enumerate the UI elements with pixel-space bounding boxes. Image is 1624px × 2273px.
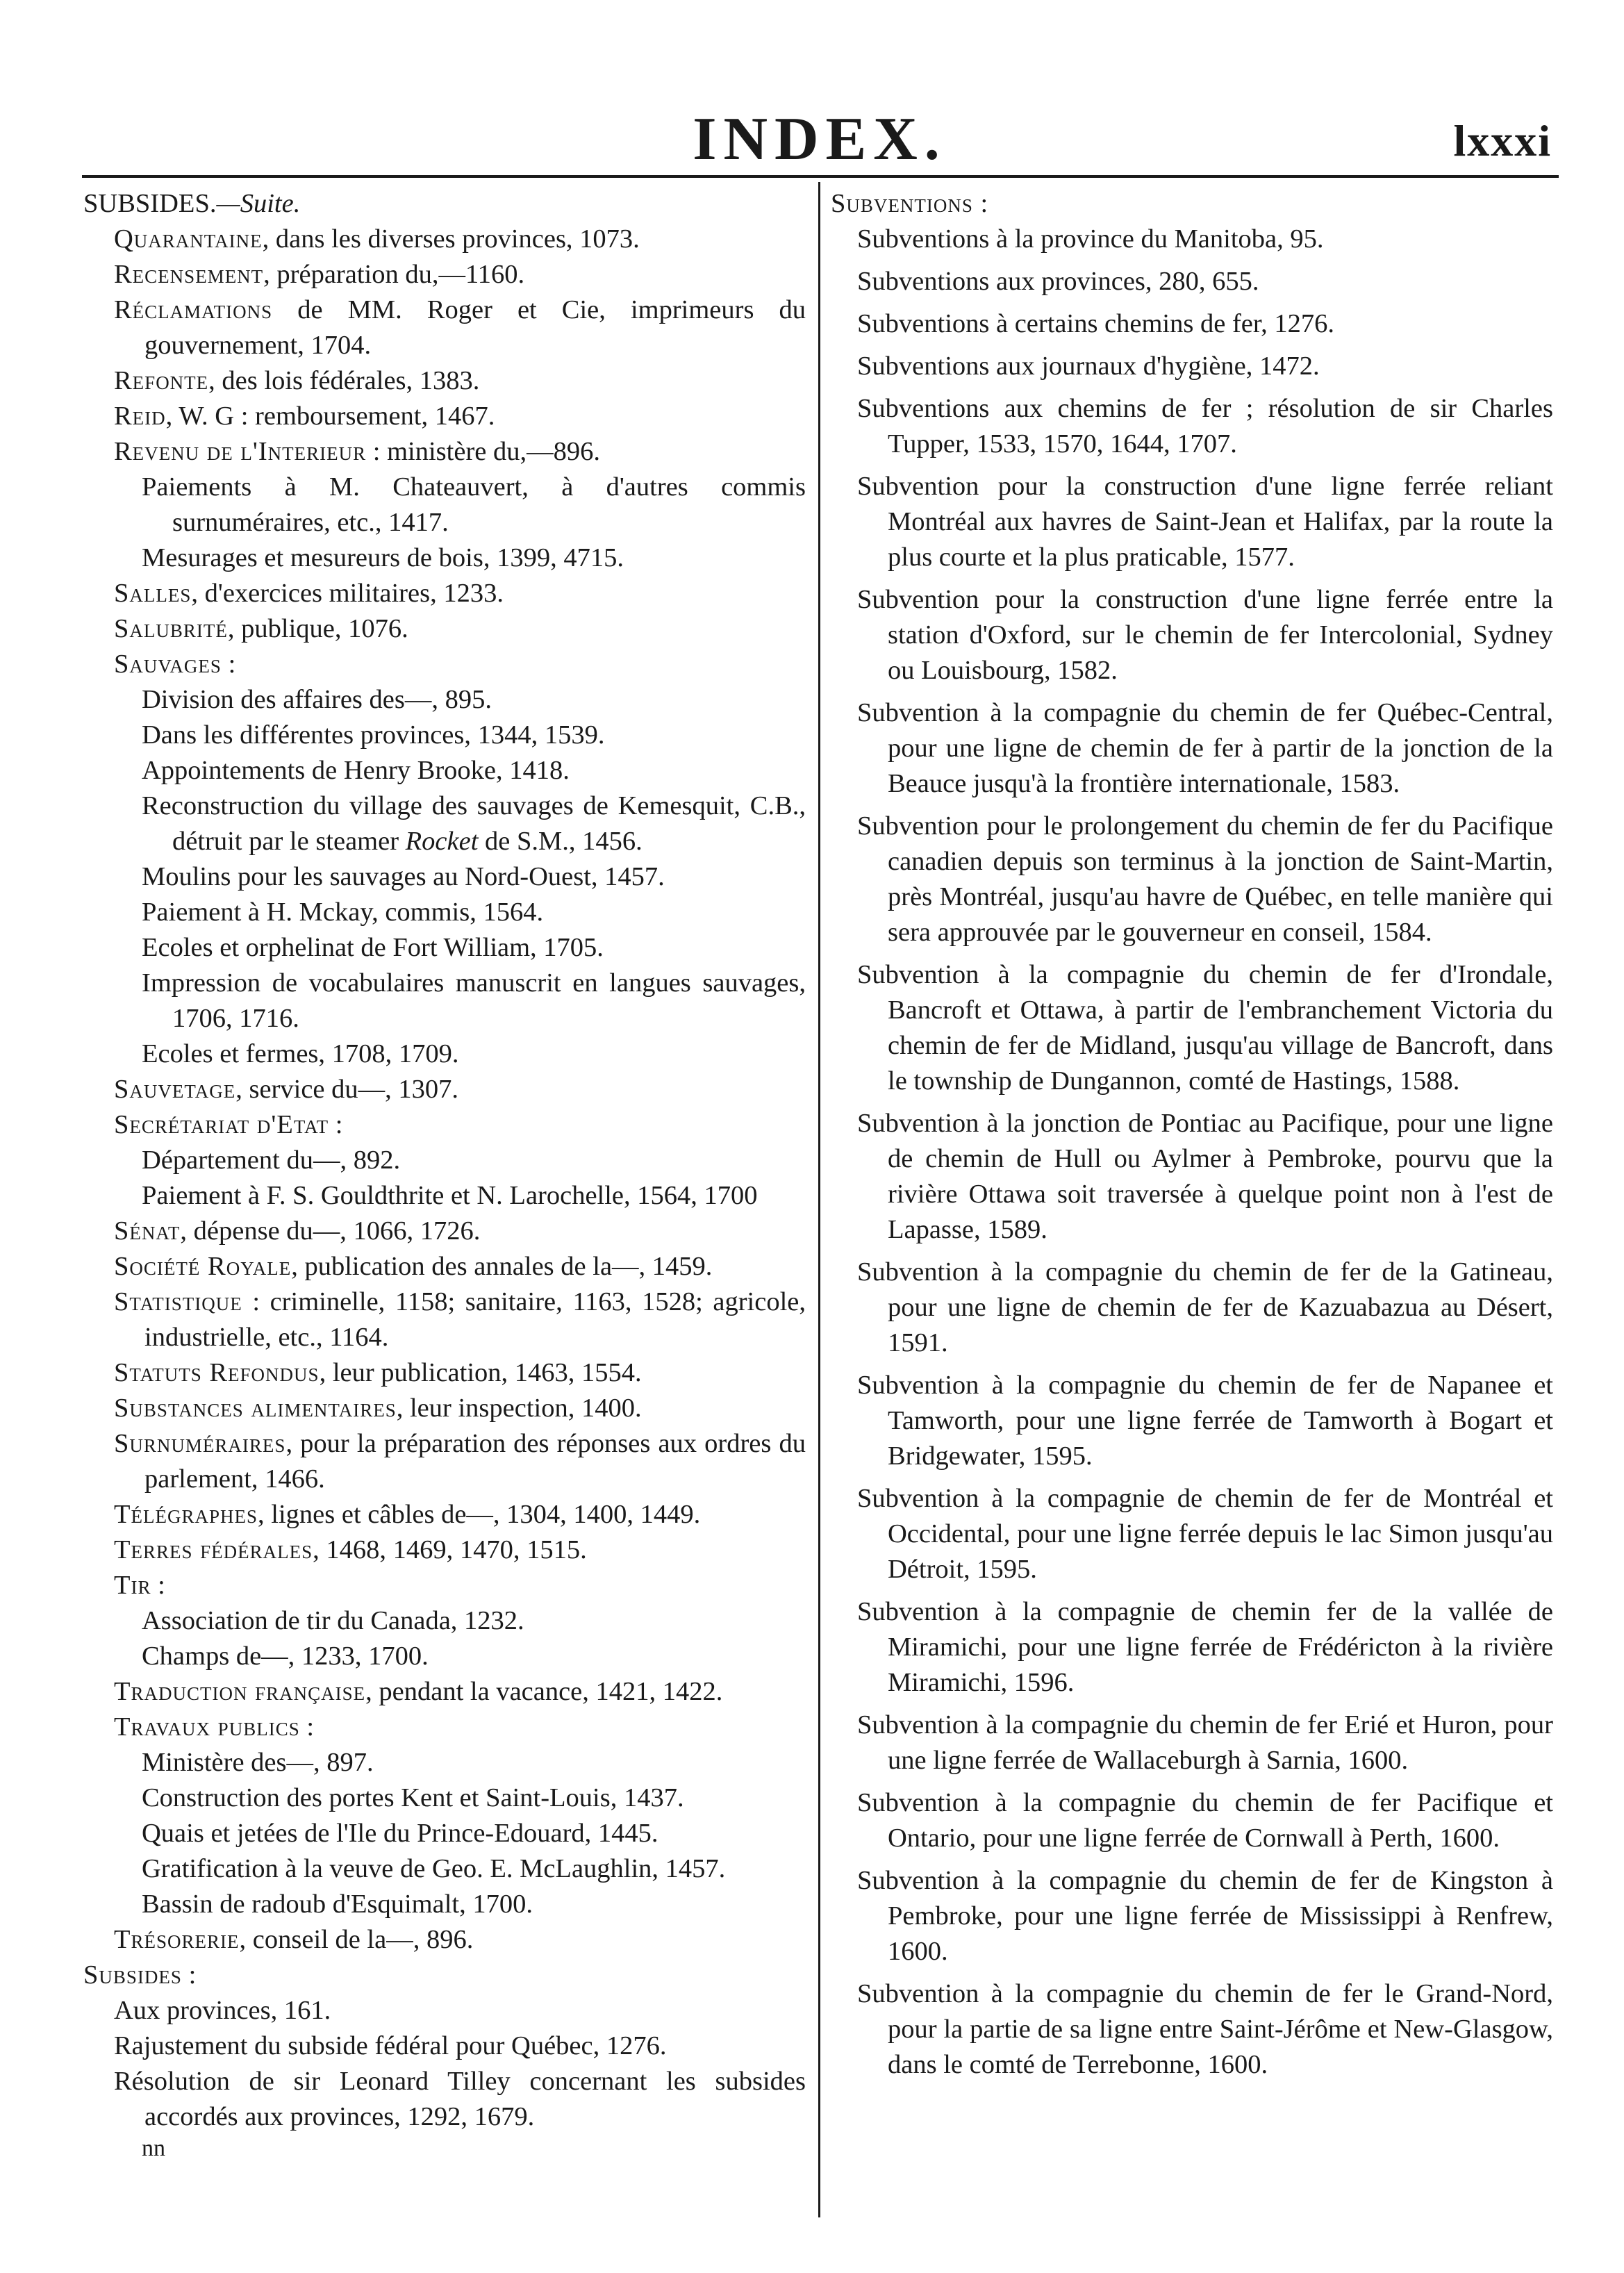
index-entry [83, 1745, 806, 1780]
index-term: Sauvetage [114, 1075, 236, 1104]
index-text: Reconstruction du village des sauvages de Kemesquit, C.B., détruit par le steamer [142, 791, 806, 856]
index-text: , préparation du,—1160. [263, 260, 525, 289]
subvention-entry: Subvention à la compagnie du chemin de fer Erié et Huron, pour une ligne ferrée de Wallaceburgh à Sarnia, 1600. [857, 1710, 1553, 1775]
subvention-entry: Subventions aux provinces, 280, 655. [857, 267, 1259, 296]
index-entry [83, 753, 806, 788]
index-text: , dans les diverses provinces, 1073. [262, 224, 640, 254]
index-entry [83, 859, 806, 895]
index-entry [83, 895, 806, 930]
index-text: Paiements à M. Chateauvert, à d'autres commis surnuméraires, etc., 1417. [142, 472, 806, 537]
index-entry [83, 1214, 806, 1249]
index-entry [83, 399, 806, 434]
index-entry [83, 1993, 806, 2028]
index-entry [83, 1036, 806, 1072]
index-entry [83, 1780, 806, 1816]
index-entry [83, 1107, 806, 1143]
index-entry [83, 1178, 806, 1214]
index-entry [83, 434, 806, 470]
index-entry [83, 257, 806, 292]
index-text: , 1468, 1469, 1470, 1515. [313, 1535, 587, 1564]
index-entry [83, 682, 806, 718]
index-text-tail: de S.M., 1456. [478, 827, 643, 856]
right-column [831, 186, 1553, 2090]
heading-suite: —Suite. [216, 189, 301, 218]
index-text: : [181, 1960, 197, 1990]
index-entry [83, 1887, 806, 1922]
index-text: Association de tir du Canada, 1232. [142, 1606, 524, 1635]
subvention-entry: Subvention à la compagnie de chemin fer de la vallée de Miramichi, pour une ligne ferrée de Frédéricton à la rivière Miramichi, 1596. [857, 1597, 1553, 1697]
subvention-entry: Subvention à la compagnie du chemin de fer le Grand-Nord, pour la partie de sa ligne entre Saint-Jérôme et New-Glasgow, dans le comté de Terrebonne, 1600. [857, 1979, 1553, 2079]
index-term: Terres fédérales [114, 1535, 313, 1564]
signature-mark: nn [142, 2135, 165, 2161]
subvention-entry: Subvention à la compagnie du chemin de fer Pacifique et Ontario, pour une ligne ferrée de Cornwall à Perth, 1600. [857, 1788, 1553, 1853]
index-term: Subsides [83, 1960, 182, 1990]
index-entry [83, 1710, 806, 1745]
index-term: Sauvages [114, 650, 222, 679]
index-entry [83, 718, 806, 753]
index-entry [83, 222, 806, 257]
index-text: Appointements de Henry Brooke, 1418. [142, 756, 570, 785]
index-entry [83, 1355, 806, 1391]
index-text: Ecoles et orphelinat de Fort William, 1705. [142, 933, 604, 962]
index-term: Société Royale [114, 1252, 292, 1281]
index-text: Construction des portes Kent et Saint-Louis, 1437. [142, 1783, 684, 1812]
index-text: : [151, 1571, 165, 1600]
right-entry-list [831, 222, 1553, 2083]
index-text: : [329, 1110, 343, 1139]
index-text: Bassin de radoub d'Esquimalt, 1700. [142, 1890, 533, 1919]
index-text: , publique, 1076. [227, 614, 408, 643]
index-text: : ministère du,—896. [366, 437, 600, 466]
subvention-entry: Subvention à la jonction de Pontiac au Pacifique, pour une ligne de chemin de Hull ou Aylmer à Pembroke, pourvu que la rivière Ottawa soit traversée à quelque point non à l'est de Lapasse, 1589. [857, 1109, 1553, 1244]
subvention-entry: Subvention pour la construction d'une ligne ferrée entre la station d'Oxford, sur le chemin de fer Intercolonial, Sydney ou Louisbourg, 1582. [857, 585, 1553, 685]
index-text: Ministère des—, 897. [142, 1748, 374, 1777]
index-entry [83, 2064, 806, 2135]
index-entry [83, 1249, 806, 1284]
index-entry [83, 1532, 806, 1568]
subvention-entry: Subvention à la compagnie de chemin de fer de Montréal et Occidental, pour une ligne ferrée depuis le lac Simon jusqu'au Détroit, 1595. [857, 1484, 1553, 1584]
subvention-entry: Subventions à certains chemins de fer, 1276. [857, 309, 1335, 338]
index-term: Secrétariat d'Etat [114, 1110, 329, 1139]
index-text: , pendant la vacance, 1421, 1422. [365, 1677, 723, 1706]
index-term: Reid [114, 402, 166, 431]
index-term: Surnuméraires [114, 1429, 286, 1458]
index-text: , service du—, 1307. [235, 1075, 458, 1104]
index-text: , leur inspection, 1400. [396, 1394, 642, 1423]
subvention-entry: Subventions aux journaux d'hygiène, 1472. [857, 352, 1320, 381]
index-text: , W. G : remboursement, 1467. [165, 402, 495, 431]
subvention-entry: Subvention à la compagnie du chemin de fer Québec-Central, pour une ligne de chemin de fer à partir de la jonction de la Beauce jusqu'à la frontière internationale, 1583. [857, 698, 1553, 798]
index-text: , conseil de la—, 896. [239, 1925, 474, 1954]
left-column-heading [83, 186, 806, 222]
index-entry [83, 1426, 806, 1497]
index-text: : [299, 1712, 315, 1742]
index-entry [83, 1391, 806, 1426]
index-text: , leur publication, 1463, 1554. [319, 1358, 642, 1387]
index-text: , d'exercices militaires, 1233. [191, 579, 504, 608]
index-entry [83, 1072, 806, 1107]
right-column-heading: Subventions : [831, 189, 989, 218]
index-text: , pour la préparation des réponses aux ordres du parlement, 1466. [144, 1429, 806, 1494]
index-entry [83, 1958, 806, 1993]
index-text: Aux provinces, 161. [114, 1996, 331, 2025]
index-term: Statistique [114, 1287, 242, 1316]
index-term: Trésorerie [114, 1925, 240, 1954]
index-term: Traduction française [114, 1677, 366, 1706]
subvention-entry: Subvention à la compagnie du chemin de fer de la Gatineau, pour une ligne de chemin de fer de Kazuabazua au Désert, 1591. [857, 1257, 1553, 1357]
index-term: Salles [114, 579, 192, 608]
index-text: : [221, 650, 236, 679]
index-entry [83, 470, 806, 540]
index-entry [83, 611, 806, 647]
index-text: Dans les différentes provinces, 1344, 1539. [142, 720, 605, 750]
subvention-entry: Subvention pour le prolongement du chemin de fer du Pacifique canadien depuis son terminus à la jonction de Saint-Martin, près Montréal, jusqu'au havre de Québec, en telle manière qui sera approuvée par le gouverneur en conseil, 1584. [857, 811, 1553, 947]
index-text: Champs de—, 1233, 1700. [142, 1642, 429, 1671]
index-term: Salubrité [114, 614, 228, 643]
page-title: INDEX. [693, 106, 947, 173]
index-text: Gratification à la veuve de Geo. E. McLaughlin, 1457. [142, 1854, 726, 1883]
index-entry [83, 1497, 806, 1532]
index-entry [83, 363, 806, 399]
index-term: Tir [114, 1571, 151, 1600]
index-entry [83, 1922, 806, 1958]
index-entry [83, 576, 806, 611]
index-text-italic: Rocket [405, 827, 479, 856]
index-entry [83, 1816, 806, 1851]
index-term: Statuts Refondus [114, 1358, 320, 1387]
index-entry [83, 1639, 806, 1674]
index-entry [83, 1851, 806, 1887]
index-term: Télégraphes [114, 1500, 258, 1529]
index-text: , des lois fédérales, 1383. [208, 366, 480, 395]
page-number: lxxxi [1453, 116, 1552, 165]
subvention-entry: Subventions à la province du Manitoba, 95. [857, 224, 1324, 254]
heading-main: SUBSIDES. [83, 189, 217, 218]
index-term: Quarantaine [114, 224, 263, 254]
index-text: Ecoles et fermes, 1708, 1709. [142, 1039, 459, 1068]
index-entry [83, 1674, 806, 1710]
index-entry [83, 2028, 806, 2064]
index-text: Impression de vocabulaires manuscrit en langues sauvages, 1706, 1716. [142, 968, 806, 1033]
index-text: Résolution de sir Leonard Tilley concernant les subsides accordés aux provinces, 1292, 1679. [114, 2067, 806, 2131]
index-text: Département du—, 892. [142, 1146, 401, 1175]
subvention-entry: Subvention pour la construction d'une ligne ferrée reliant Montréal aux havres de Saint-Jean et Halifax, par la route la plus courte et la plus praticable, 1577. [857, 472, 1553, 572]
index-text: Paiement à H. Mckay, commis, 1564. [142, 898, 544, 927]
index-text: , dépense du—, 1066, 1726. [180, 1216, 481, 1246]
index-entry [83, 966, 806, 1036]
index-text: Quais et jetées de l'Ile du Prince-Edouard, 1445. [142, 1819, 658, 1848]
left-column [83, 186, 806, 2163]
subvention-entry: Subventions aux chemins de fer ; résolution de sir Charles Tupper, 1533, 1570, 1644, 1707. [857, 394, 1553, 458]
column-divider [818, 182, 820, 2217]
page-header [83, 104, 1556, 181]
subvention-entry: Subvention à la compagnie du chemin de fer de Kingston à Pembroke, pour une ligne ferrée de Mississippi à Renfrew, 1600. [857, 1866, 1553, 1966]
left-entry-list [83, 222, 806, 2135]
index-entry [83, 540, 806, 576]
index-text: : criminelle, 1158; sanitaire, 1163, 1528; agricole, industrielle, etc., 1164. [144, 1287, 806, 1352]
index-text: , publication des annales de la—, 1459. [291, 1252, 713, 1281]
index-entry [83, 647, 806, 682]
index-text: Paiement à F. S. Gouldthrite et N. Larochelle, 1564, 1700 [142, 1181, 758, 1210]
index-term: Réclamations [114, 295, 273, 324]
index-term: Revenu de l'Interieur [114, 437, 367, 466]
index-term: Sénat [114, 1216, 181, 1246]
index-text: Mesurages et mesureurs de bois, 1399, 4715. [142, 543, 624, 572]
index-text: de MM. Roger et Cie, imprimeurs du gouvernement, 1704. [144, 295, 806, 360]
index-term: Substances alimentaires [114, 1394, 397, 1423]
index-term: Travaux publics [114, 1712, 300, 1742]
index-entry [83, 1143, 806, 1178]
index-entry [83, 1603, 806, 1639]
index-entry [83, 930, 806, 966]
index-text: , lignes et câbles de—, 1304, 1400, 1449. [258, 1500, 701, 1529]
subvention-entry: Subvention à la compagnie du chemin de fer d'Irondale, Bancroft et Ottawa, à partir de l'embranchement Victoria du chemin de fer de Midland, jusqu'au village de Bancroft, dans le township de Dungannon, comté de Hastings, 1588. [857, 960, 1553, 1096]
index-entry [83, 1568, 806, 1603]
index-text: Moulins pour les sauvages au Nord-Ouest, 1457. [142, 862, 665, 891]
index-entry [83, 292, 806, 363]
index-entry [83, 788, 806, 859]
index-text: Division des affaires des—, 895. [142, 685, 492, 714]
index-entry [83, 1284, 806, 1355]
index-text: Rajustement du subside fédéral pour Québec, 1276. [114, 2031, 667, 2060]
subvention-entry: Subvention à la compagnie du chemin de fer de Napanee et Tamworth, pour une ligne ferrée de Tamworth à Bogart et Bridgewater, 1595. [857, 1371, 1553, 1471]
header-rule [82, 175, 1559, 178]
index-term: Recensement [114, 260, 264, 289]
index-term: Refonte [114, 366, 209, 395]
